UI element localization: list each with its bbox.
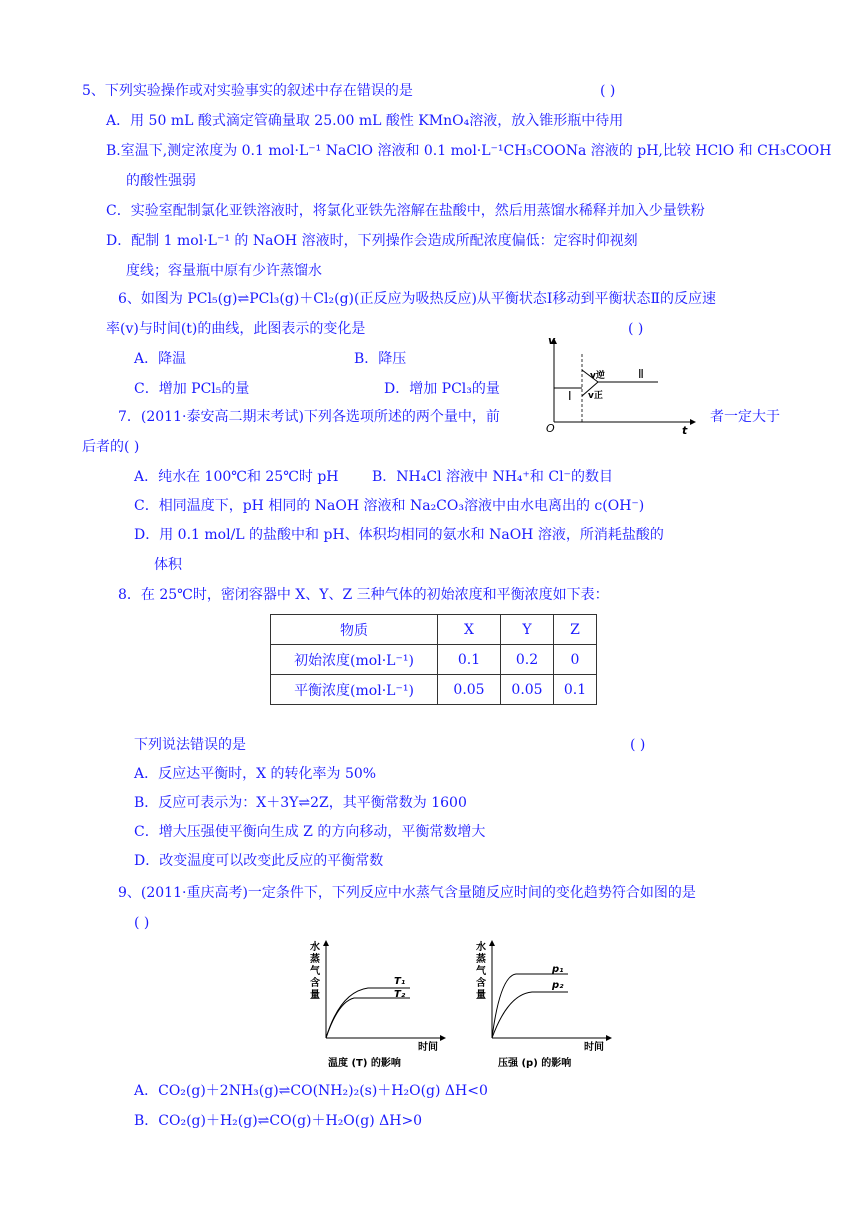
q8-option-c: C．增大压强使平衡向生成 Z 的方向移动，平衡常数增大 xyxy=(134,824,486,840)
v-fwd-label: v正 xyxy=(588,391,603,401)
y-label-char: 气 xyxy=(476,966,486,977)
q7-option-a: A．纯水在 100℃和 25℃时 pH xyxy=(134,469,339,485)
table-cell: 0.05 xyxy=(501,675,554,705)
q6-answer-blank: ( ) xyxy=(628,321,644,337)
graph-caption: 压强 (p) 的影响 xyxy=(498,1058,572,1069)
y-label-char: 蒸 xyxy=(310,954,320,965)
q8-option-b: B．反应可表示为：X＋3Y⇌2Z，其平衡常数为 1600 xyxy=(134,795,467,811)
table-cell: 平衡浓度(mol·L⁻¹) xyxy=(271,675,438,705)
q7-option-d: D．用 0.1 mol/L 的盐酸中和 pH、体积均相同的氨水和 NaOH 溶液，所消耗盐酸的 xyxy=(134,527,664,543)
q7-stem-cont: 后者的( ) xyxy=(82,439,140,455)
table-row xyxy=(271,645,597,675)
v-rev-label: v逆 xyxy=(590,371,605,381)
q7-stem: 7．(2011·泰安高二期末考试)下列各选项所述的两个量中，前 xyxy=(118,409,500,425)
y-label-char: 含 xyxy=(476,978,486,989)
state2-label: Ⅱ xyxy=(638,367,644,381)
curve-p2 xyxy=(492,992,568,1038)
header-y: Y xyxy=(501,615,554,645)
q6-stem-cont: 率(v)与时间(t)的曲线，此图表示的变化是 xyxy=(106,321,366,337)
x-axis-label: 时间 xyxy=(584,1042,604,1053)
y-label-char: 气 xyxy=(310,966,320,977)
q7-option-b: B．NH₄Cl 溶液中 NH₄⁺和 Cl⁻的数目 xyxy=(372,469,613,485)
graph-x-label: t xyxy=(682,424,688,434)
q6-option-a: A．降温 xyxy=(134,351,187,367)
table-cell: 0.2 xyxy=(501,645,554,675)
curve-p2-label: p₂ xyxy=(552,980,564,991)
q9-option-b: B．CO₂(g)＋H₂(g)⇌CO(g)＋H₂O(g) ΔH>0 xyxy=(134,1113,423,1129)
q5-option-a: A．用 50 mL 酸式滴定管确量取 25.00 mL 酸性 KMnO₄溶液，放入锥形瓶中待用 xyxy=(106,113,624,129)
y-label-char: 水 xyxy=(310,942,320,953)
y-label-char: 含 xyxy=(310,978,320,989)
q6-option-c: C．增加 PCl₅的量 xyxy=(134,381,250,397)
q8-stem: 8．在 25℃时，密闭容器中 X、Y、Z 三种气体的初始浓度和平衡浓度如下表： xyxy=(118,587,609,603)
table-cell: 0.1 xyxy=(554,675,597,705)
header-x: X xyxy=(438,615,501,645)
y-label-char: 量 xyxy=(476,990,486,1001)
q9-temperature-graph xyxy=(306,938,456,1070)
table-header-row xyxy=(271,615,597,645)
table-row xyxy=(271,675,597,705)
y-label-char: 蒸 xyxy=(476,954,486,965)
q6-option-b: B．降压 xyxy=(354,351,407,367)
curve-p1-label: p₁ xyxy=(552,964,564,975)
q5-option-b: B.室温下,测定浓度为 0.1 mol·L⁻¹ NaClO 溶液和 0.1 mol·L⁻¹CH₃COONa 溶液的 pH,比较 HClO 和 CH₃COOH xyxy=(106,143,832,159)
q6-option-d: D．增加 PCl₃的量 xyxy=(384,381,500,397)
q7-option-c: C．相同温度下，pH 相同的 NaOH 溶液和 Na₂CO₃溶液中由水电离出的 c(OH⁻) xyxy=(134,498,645,514)
graph-origin: O xyxy=(546,422,555,434)
y-label-char: 量 xyxy=(310,990,320,1001)
q8-prompt: 下列说法错误的是 xyxy=(134,737,246,753)
q5-option-c: C．实验室配制氯化亚铁溶液时，将氯化亚铁先溶解在盐酸中，然后用蒸馏水稀释并加入少量铁粉 xyxy=(106,203,705,219)
table-cell: 0 xyxy=(554,645,597,675)
q7-stem-end: 者一定大于 xyxy=(710,409,780,425)
graph-y-label: v xyxy=(548,334,556,347)
table-cell: 0.05 xyxy=(438,675,501,705)
q8-answer-blank: ( ) xyxy=(630,737,646,753)
q5-option-b-cont: 的酸性强弱 xyxy=(126,173,196,189)
curve-t2-label: T₂ xyxy=(394,989,406,1000)
header-substance: 物质 xyxy=(271,615,438,645)
curve-t2 xyxy=(326,998,410,1038)
x-axis-label: 时间 xyxy=(418,1042,438,1053)
q5-option-d: D．配制 1 mol·L⁻¹ 的 NaOH 溶液时，下列操作会造成所配浓度偏低：定容时仰视刻 xyxy=(106,233,638,249)
q5-stem: 5、下列实验操作或对实验事实的叙述中存在错误的是 xyxy=(82,83,413,99)
q9-option-a: A．CO₂(g)＋2NH₃(g)⇌CO(NH₂)₂(s)＋H₂O(g) ΔH<0 xyxy=(134,1083,488,1099)
q8-option-d: D．改变温度可以改变此反应的平衡常数 xyxy=(134,853,384,869)
y-label-char: 水 xyxy=(476,942,486,953)
q5-option-d-cont: 度线；容量瓶中原有少许蒸馏水 xyxy=(126,263,322,279)
header-z: Z xyxy=(554,615,597,645)
q8-option-a: A．反应达平衡时，X 的转化率为 50% xyxy=(134,766,377,782)
q7-option-d-cont: 体积 xyxy=(154,557,182,573)
q9-answer-blank: ( ) xyxy=(134,915,150,931)
table-cell: 初始浓度(mol·L⁻¹) xyxy=(271,645,438,675)
state1-label: Ⅰ xyxy=(568,389,572,403)
table-cell: 0.1 xyxy=(438,645,501,675)
q9-stem: 9、(2011·重庆高考)一定条件下，下列反应中水蒸气含量随反应时间的变化趋势符合如图的是 xyxy=(118,885,696,901)
q8-concentration-table xyxy=(270,614,597,705)
q6-rate-time-graph xyxy=(540,330,700,434)
q5-answer-blank: ( ) xyxy=(600,83,616,99)
q6-stem: 6、如图为 PCl₅(g)⇌PCl₃(g)＋Cl₂(g)(正反应为吸热反应)从平衡状态Ⅰ移动到平衡状态Ⅱ的反应速 xyxy=(118,291,716,307)
q9-pressure-graph xyxy=(472,938,622,1070)
graph-caption: 温度 (T) 的影响 xyxy=(328,1058,401,1069)
curve-t1-label: T₁ xyxy=(394,976,406,987)
